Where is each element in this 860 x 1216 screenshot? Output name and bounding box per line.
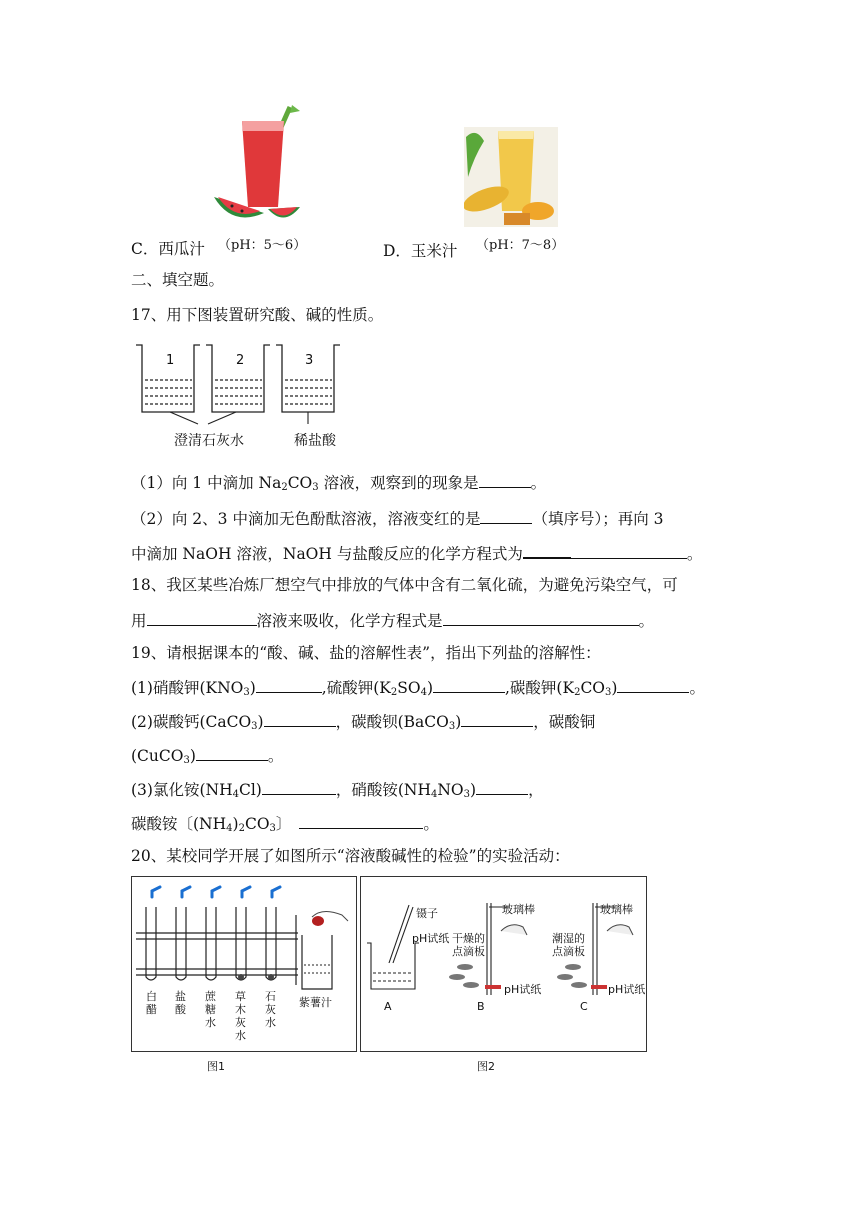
q19-stem: 19、请根据课本的“酸、碱、盐的溶解性表”，指出下列盐的溶解性： [131, 644, 601, 662]
ph-paper-label-c: pH试纸 [608, 983, 646, 996]
answer-blank[interactable] [256, 677, 322, 693]
fig2-label-a: A [384, 1000, 392, 1013]
q17-part1: （1）向 1 中滴加 $Na_2CO_3$ 溶液，观察到的现象是 。 [131, 474, 547, 493]
ph-paper-label-b: pH试纸 [504, 983, 542, 996]
answer-blank[interactable] [480, 508, 532, 524]
answer-blank[interactable] [523, 542, 571, 559]
option-c-label: C．西瓜汁 [131, 240, 205, 258]
corn-juice-image [464, 127, 558, 227]
answer-blank[interactable] [299, 813, 423, 829]
juice-label: 紫薯汁 [299, 996, 332, 1009]
q19-row2-cont: (CuCO$_3$) 。 [131, 747, 284, 766]
beaker-3-label: 3 [305, 353, 314, 368]
option-d [383, 239, 457, 261]
wet-plate-label: 潮湿的 点滴板 [552, 932, 585, 958]
q19-row3: (3)氯化铵$(NH_4Cl)$ ，硝酸铵$(NH_4NO_3)$ ， [131, 781, 544, 800]
answer-blank[interactable] [571, 543, 687, 559]
option-c [131, 239, 205, 259]
beaker-1-label: 1 [166, 353, 175, 368]
q19-row2: (2)碳酸钙(CaCO$_3$) ，碳酸钡(BaCO$_3$) ，碳酸铜 [131, 713, 596, 732]
answer-blank[interactable] [617, 677, 689, 693]
answer-blank[interactable] [476, 779, 528, 795]
q20-stem: 20、某校同学开展了如图所示“溶液酸碱性的检验”的实验活动： [131, 847, 570, 865]
answer-blank[interactable] [262, 779, 336, 795]
label-limewater: 澄清石灰水 [174, 433, 244, 449]
option-d-ph: （pH：7～8） [476, 238, 565, 253]
tube-label-2: 蔗糖水 [205, 990, 216, 1029]
answer-blank[interactable] [461, 711, 533, 727]
beaker-2-label: 2 [236, 353, 245, 368]
figure-2-caption: 图2 [477, 1060, 495, 1073]
answer-blank[interactable] [479, 472, 531, 488]
answer-blank[interactable] [443, 610, 639, 626]
tweezers-label: 镊子 [416, 907, 438, 920]
q18-line2: 用 溶液来吸收，化学方程式是 。 [131, 612, 655, 630]
tube-label-0: 白醋 [146, 990, 157, 1016]
q19-row1: (1)硝酸钾$(KNO_3)$ ,硫酸钾$(K_2SO_4)$ ,碳酸钾$(K_2CO_3)$ 。 [131, 679, 705, 698]
option-c-ph: （pH：5～6） [218, 238, 307, 253]
glass-rod-label-c: 玻璃棒 [600, 903, 633, 916]
fig2-label-b: B [477, 1000, 485, 1013]
q19-row3-cont: 碳酸铵〔$(NH_4)_2CO_3$〕 。 [131, 815, 439, 834]
section-title: 二、填空题。 [131, 271, 225, 289]
watermelon-juice-image [212, 103, 304, 227]
glass-rod-label-b: 玻璃棒 [502, 903, 535, 916]
answer-blank[interactable] [196, 745, 268, 761]
q17-stem: 17、用下图装置研究酸、碱的性质。 [131, 306, 384, 324]
figure-1-caption: 图1 [207, 1060, 225, 1073]
tube-label-3: 草木灰水 [235, 990, 246, 1042]
q18-line1: 18、我区某些冶炼厂想空气中排放的气体中含有二氧化硫，为避免污染空气，可 [131, 576, 678, 594]
label-dilute-hcl: 稀盐酸 [294, 433, 336, 449]
q17-part2-cont: 中滴加 NaOH 溶液，NaOH 与盐酸反应的化学方程式为 。 [131, 542, 702, 564]
tube-label-4: 石灰水 [265, 990, 276, 1029]
option-d-label: D．玉米汁 [383, 242, 458, 260]
answer-blank[interactable] [147, 610, 257, 626]
fig2-label-c: C [580, 1000, 588, 1013]
q17-part2: （2）向 2、3 中滴加无色酚酞溶液，溶液变红的是 （填序号）；再向 3 [131, 510, 664, 528]
dry-plate-label: 干燥的 点滴板 [452, 932, 485, 958]
answer-blank[interactable] [264, 711, 336, 727]
ph-paper-label-a: pH试纸 [412, 932, 450, 945]
tube-label-1: 盐酸 [175, 990, 186, 1016]
answer-blank[interactable] [433, 677, 505, 693]
